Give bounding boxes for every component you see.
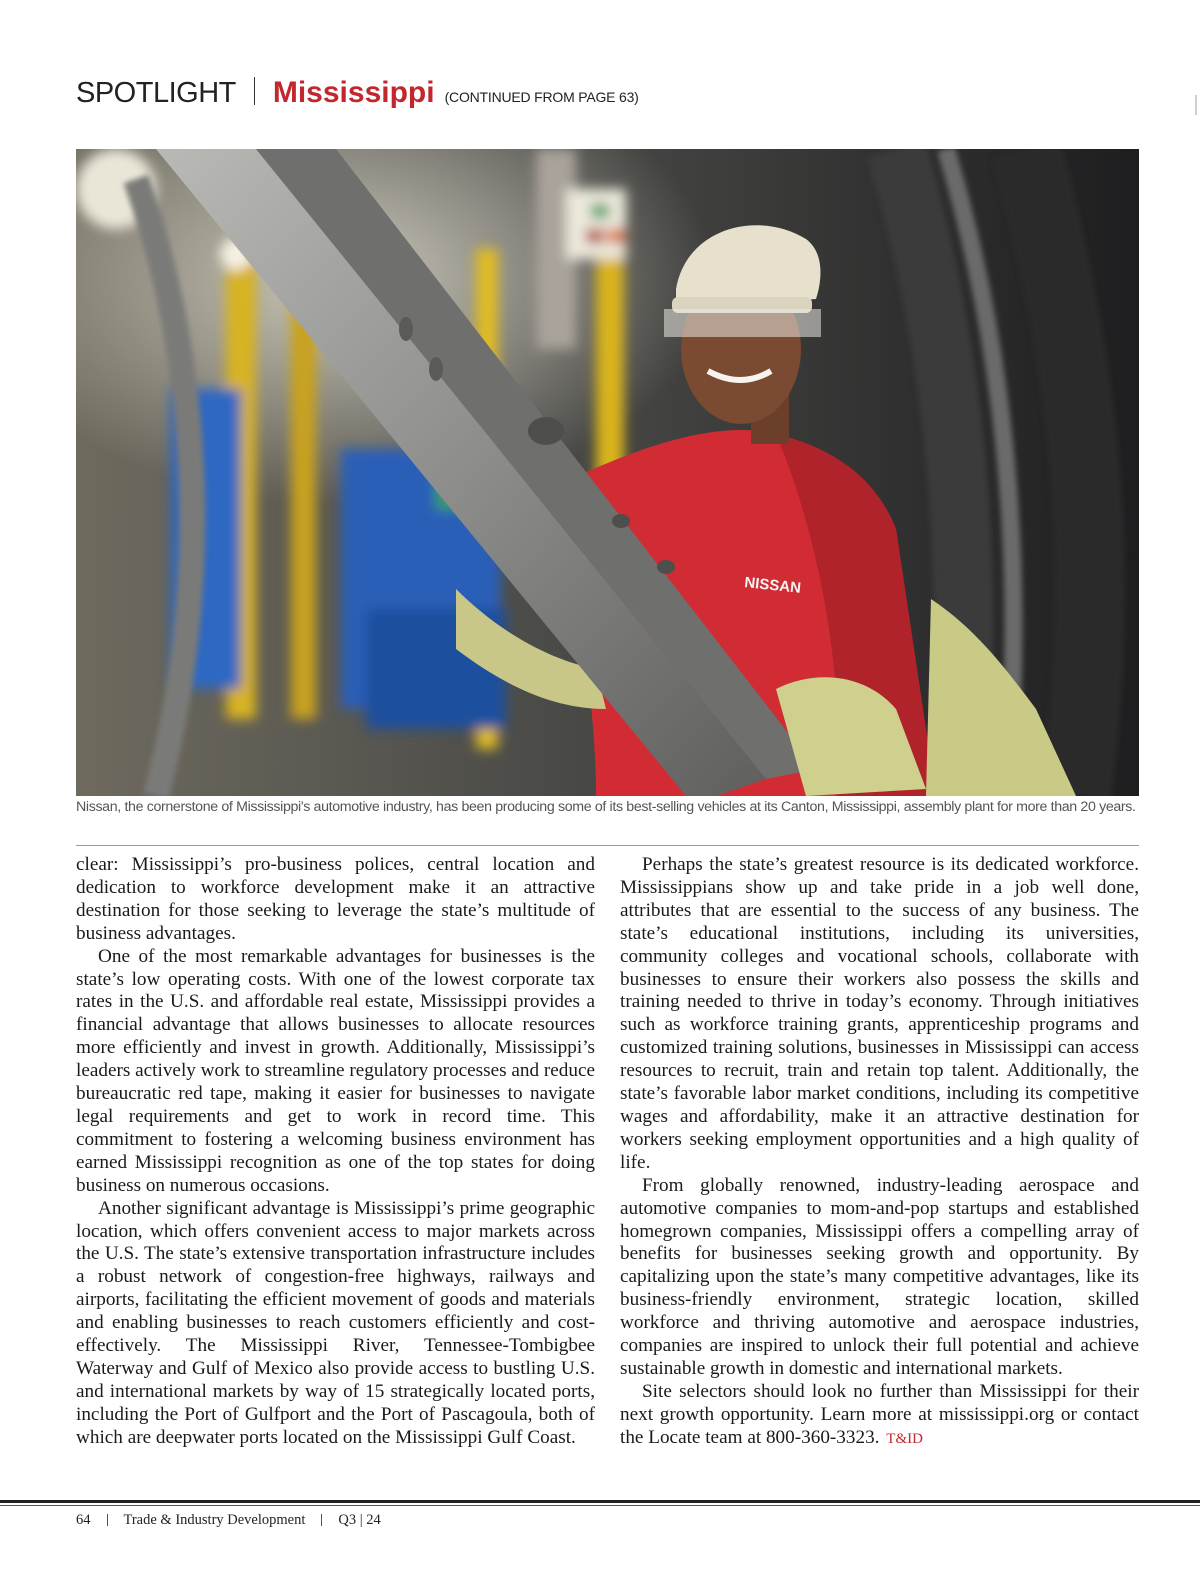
issue-label: Q3 | 24 [338,1511,381,1528]
page-footer [76,1510,381,1530]
paragraph: One of the most remarkable advantages for businesses is the state’s low operating costs. With one of the lowest corporate tax rates in the U.S. and affordable real estate, Mississippi provides a financial advantage that allows businesses to allocate resources more efficiently and invest in growth. Additionally, Mississippi’s leaders actively work to streamline regulatory processes and reduce bureaucratic red tape, making it easier for businesses to navigate legal requirements and get to work in record time. This commitment to fostering a welcoming business environment has earned Mississippi recognition as one of the top states for doing business on numerous occasions. [76,945,595,1196]
paragraph: clear: Mississippi’s pro-business polices, central location and dedication to workforce development make it an attractive destination for those seeking to leverage the state’s multitude of business advantages. [76,854,595,944]
caption-rule [76,845,1139,846]
paragraph: Another significant advantage is Mississippi’s prime geographic location, which offers convenient access to major markets across the U.S. The state’s extensive transportation infrastructure includes a robust network of congestion-free highways, railways and airports, facilitating the efficient movement of goods and materials and enabling businesses to reach customers efficiently and cost-effectively. The Mississippi River, Tennessee-Tombigbee Waterway and Gulf of Mexico also provide access to bustling U.S. and international markets by way of 15 strategically located ports, including the Port of Gulfport and the Port of Pascagoula, both of which are deepwater ports located on the Mississippi Gulf Coast. [76,1197,595,1448]
paragraph: From globally renowned, industry-leading aerospace and automotive companies to mom-and-pop startups and established homegrown companies, Mississippi offers a compelling array of benefits for businesses seeking growth and opportunity. By capitalizing upon the state’s many competitive advantages, like its business-friendly environment, strategic location, skilled workforce and thriving automotive and aerospace industries, companies are inspired to unlock their full potential and achieve sustainable growth in domestic and international markets. [620,1174,1139,1379]
shirt-logo: NISSAN [743,574,802,597]
footer-divider [321,1514,322,1526]
article-column-right [620,854,1139,1451]
paragraph: Perhaps the state’s greatest resource is its dedicated workforce. Mississippians show up and take pride in a job well done, attributes that are essential to the success of any business. The state’s educational institutions, including its universities, community colleges and vocational schools, collaborate with businesses to ensure their workers also possess the skills and training needed to thrive in today’s economy. Through initiatives such as workforce training grants, apprenticeship programs and customized training solutions, businesses in Mississippi can access resources to recruit, train and retain top talent. Additionally, the state’s favorable labor market conditions, including its competitive wages and affordability, make it an attractive destination for workers seeking employment opportunities and a high quality of life. [620,854,1139,1173]
state-title: Mississippi [272,76,435,109]
section-label: SPOTLIGHT [76,77,236,109]
page-header [76,74,639,114]
paragraph-text: Site selectors should look no further than Mississippi for their next growth opportunity. Learn more at mississippi.org or contact the Locate team at 800-360-3323. [620,1380,1139,1448]
continued-note: (CONTINUED FROM PAGE 63) [444,89,639,105]
footer-divider [107,1514,108,1526]
page-number: 64 [76,1511,91,1528]
header-divider [254,77,255,105]
paragraph-final [620,1381,1139,1451]
footer-rule-thick [0,1500,1200,1503]
feature-photo [76,149,1139,796]
photo-caption: Nissan, the cornerstone of Mississippi's automotive industry, has been producing some of its best-selling vehicles at its Canton, Mississippi, assembly plant for more than 20 years. [76,799,1136,815]
end-mark: T&ID [886,1430,923,1447]
publication-name: Trade & Industry Development [123,1511,306,1528]
page-edge-mark [1195,95,1197,115]
footer-rule-thin [0,1505,1200,1506]
article-column-left [76,854,595,1450]
